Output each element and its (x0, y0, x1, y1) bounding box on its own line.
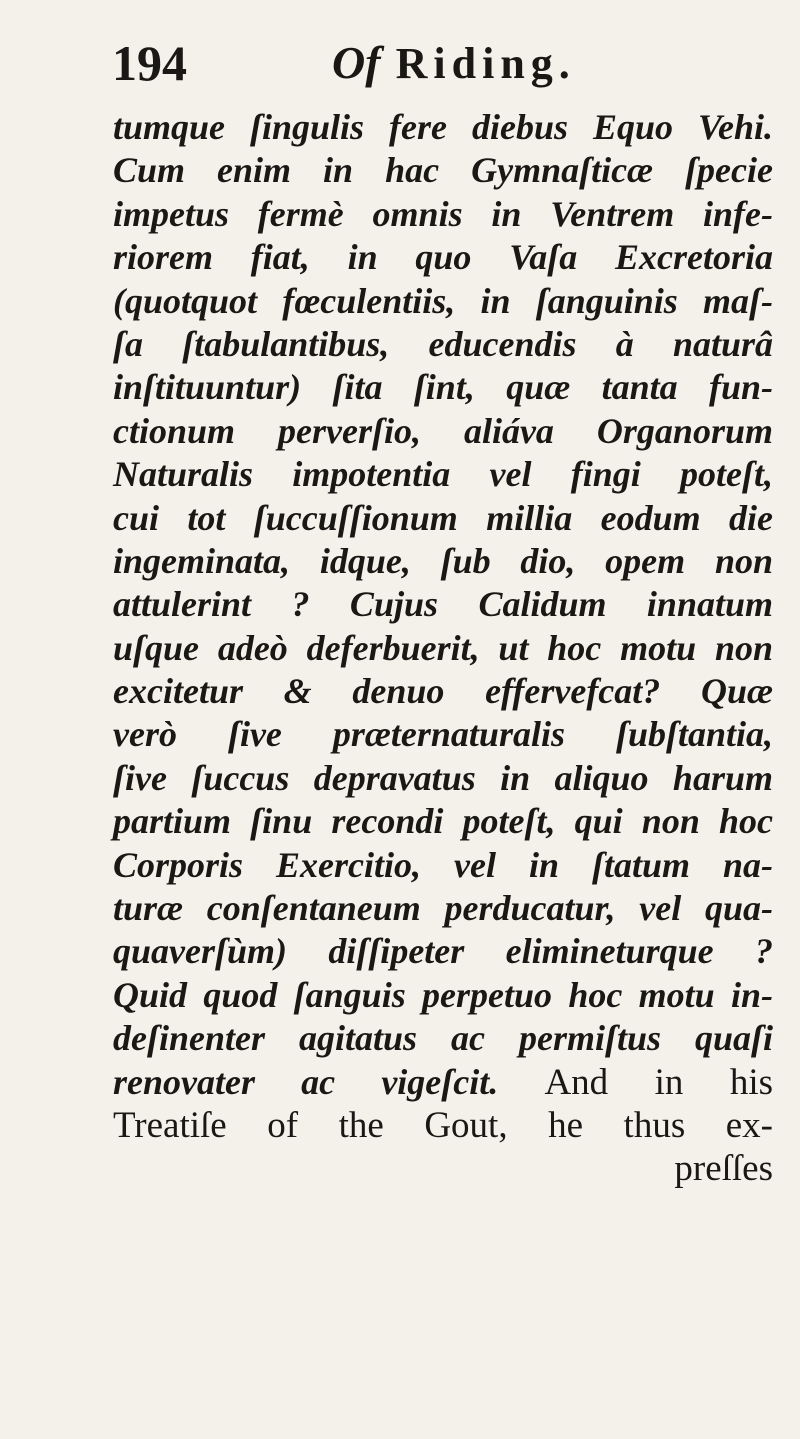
text-line: impetus fermè omnis in Ventrem infe- (113, 193, 773, 234)
text-line: partium ſinu recondi poteſt, qui non hoc (113, 801, 773, 842)
text-line: Naturalis impotentia vel fingi poteſt, (113, 454, 773, 495)
text-line: verò ſive præternaturalis ſubſtantia, (113, 714, 773, 755)
text-line: deſinenter agitatus ac permiſtus quaſi (113, 1018, 773, 1059)
running-head (112, 28, 732, 98)
italic-segment: renovater ac vigeſcit. (113, 1061, 499, 1102)
text-line: attulerint ? Cujus Calidum innatum (113, 584, 773, 625)
text-line: inſtituuntur) ſita ſint, quæ tanta fun- (113, 367, 773, 408)
text-line: ctionum perverſio, aliáva Organorum (113, 410, 773, 451)
roman-segment: And in his (544, 1061, 774, 1103)
text-line: quaverſùm) diſſipeter elimineturque ? (113, 931, 773, 972)
text-line: ingeminata, idque, ſub dio, opem non (113, 540, 773, 581)
text-line-mixed (113, 1061, 773, 1104)
text-line: Cum enim in hac Gymnaſticæ ſpecie (113, 150, 773, 191)
text-line: riorem fiat, in quo Vaſa Excretoria (113, 237, 773, 278)
running-title-main: Riding. (395, 39, 576, 88)
text-line: Treatiſe of the Gout, he thus ex- (113, 1104, 773, 1146)
catchword: preſſes (674, 1148, 773, 1190)
text-line: cui tot ſuccuſſionum millia eodum die (113, 497, 773, 538)
text-line: Quid quod ſanguis perpetuo hoc motu in- (113, 974, 773, 1015)
page-number: 194 (112, 35, 187, 91)
text-line: tumque ſingulis fere diebus Equo Vehi. (113, 107, 773, 147)
text-line: excitetur & denuo effervefcat? Quæ (113, 671, 773, 712)
running-title-prefix: Of (332, 37, 381, 88)
text-line: ſa ſtabulantibus, educendis à naturâ (113, 323, 773, 364)
text-line: (quotquot fœculentiis, in ſanguinis maſ- (113, 280, 773, 321)
text-line: uſque adeò deferbuerit, ut hoc motu non (113, 627, 773, 668)
text-line: turæ conſentaneum perducatur, vel qua- (113, 888, 773, 929)
running-title (332, 28, 576, 108)
body-text (113, 106, 773, 1191)
text-line: Corporis Exercitio, vel in ſtatum na- (113, 844, 773, 885)
text-line: ſive ſuccus depravatus in aliquo harum (113, 757, 773, 798)
